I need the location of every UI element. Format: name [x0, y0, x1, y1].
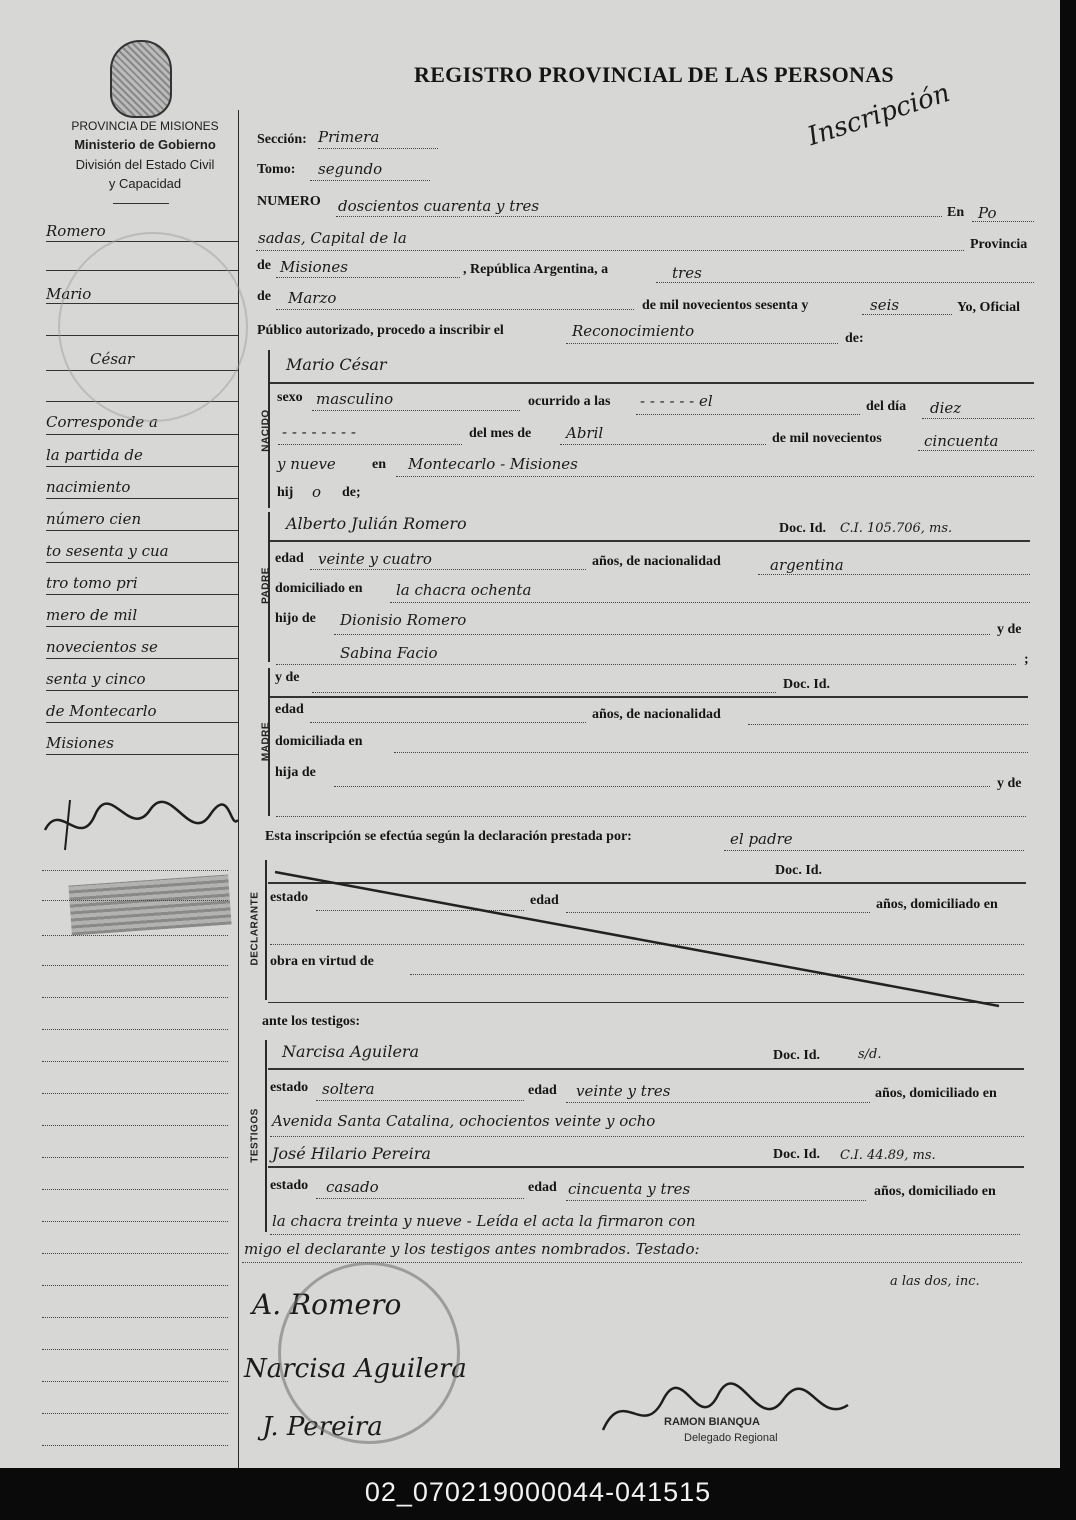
padre-section-label: PADRE [260, 567, 272, 604]
margin-line: César [90, 350, 135, 368]
margin-line: Romero [46, 222, 106, 240]
decl-cross-line [265, 868, 1025, 1008]
declarante-value: el padre [730, 830, 793, 848]
margin-line: la partida de [46, 446, 143, 464]
padre-nac-value: argentina [770, 556, 844, 574]
t1-nombre-value: Narcisa Aguilera [282, 1042, 420, 1061]
nacido-section-label: NACIDO [260, 409, 272, 452]
declarante-section-label: DECLARANTE [249, 891, 261, 966]
signature-aguilera: Narcisa Aguilera [244, 1354, 467, 1384]
lugar-nac-value: Montecarlo - Misiones [408, 455, 578, 473]
publico-label: Público autorizado, procedo a inscribir el [257, 323, 504, 338]
t1-anos-label: años, domiciliado en [875, 1086, 997, 1101]
cierre-text: migo el declarante y los testigos antes nombrados. Testado: [244, 1240, 700, 1258]
header-province: PROVINCIA DE MISIONES [71, 119, 219, 133]
de2-label: de [257, 289, 271, 304]
madre-doc-label: Doc. Id. [783, 677, 831, 692]
padre-hijo-de-value: Dionisio Romero [340, 611, 467, 629]
t1-doc-label: Doc. Id. [773, 1048, 821, 1063]
t2-anos-label: años, domiciliado en [874, 1184, 996, 1199]
sexo-value: masculino [316, 390, 394, 408]
t1-edad-value: veinte y tres [576, 1082, 671, 1100]
hora-value: - - - - - - el [640, 392, 713, 410]
padre-nombre-value: Alberto Julián Romero [286, 514, 467, 533]
madre-y-de-label: y de [275, 670, 300, 685]
de-mil-label: de mil novecientos [772, 431, 882, 446]
lugar-value: sadas, Capital de la [258, 229, 407, 247]
t1-dom-value: Avenida Santa Catalina, ochocientos veinte y ocho [272, 1112, 656, 1130]
numero-value: doscientos cuarenta y tres [338, 197, 540, 215]
official-stamp-sub: Delegado Regional [684, 1432, 778, 1444]
decl-anos-label: años, domiciliado en [876, 897, 998, 912]
t2-estado-label: estado [270, 1178, 309, 1193]
top-signature: Inscripción [803, 77, 954, 153]
padre-doc-value: C.I. 105.706, ms. [840, 521, 953, 536]
t1-edad-label: edad [528, 1083, 557, 1098]
mes-value: Marzo [288, 289, 337, 307]
t2-edad-value: cincuenta y tres [568, 1180, 691, 1198]
margin-line: Misiones [46, 734, 114, 752]
signature-romero: A. Romero [252, 1288, 402, 1321]
padre-dom-label: domiciliado en [275, 581, 363, 596]
madre-hija-de-label: hija de [275, 765, 316, 780]
anio-nac-value: cincuenta [924, 432, 999, 450]
t1-estado-label: estado [270, 1080, 309, 1095]
t1-estado-value: soltera [322, 1080, 375, 1098]
margin-line: número cien [46, 510, 142, 528]
official-round-stamp-icon [278, 1262, 460, 1444]
de-prov-value: Misiones [280, 258, 348, 276]
de-label: de [257, 258, 271, 273]
mes-nac-value: Abril [566, 424, 604, 442]
ocurrido-label: ocurrido a las [528, 394, 611, 409]
padre-y-de-label: y de [997, 622, 1022, 637]
nombre-value: Mario César [286, 355, 387, 374]
margin-line: nacimiento [46, 478, 131, 496]
del-dia-label: del día [866, 399, 907, 414]
numero-label: NUMERO [257, 194, 321, 209]
padre-semicolon: ; [1024, 652, 1029, 667]
sexo-label: sexo [277, 390, 303, 405]
en-lugar-label: en [372, 457, 386, 472]
dia2-value: - - - - - - - - [282, 423, 356, 441]
de-colon-label: de: [845, 331, 864, 346]
declaracion-label: Esta inscripción se efectúa según la declaración prestada por: [265, 829, 632, 844]
padre-dom-value: la chacra ochenta [396, 581, 532, 599]
margin-stamp-icon [68, 874, 231, 935]
official-stamp-name: RAMON BIANQUA [664, 1416, 760, 1428]
anio-value: seis [870, 296, 900, 314]
en-value: Po [978, 204, 997, 222]
seccion-value: Primera [318, 128, 380, 146]
margin-round-stamp-icon [58, 232, 248, 422]
yo-oficial-label: Yo, Oficial [957, 300, 1020, 315]
madre-edad-label: edad [275, 702, 304, 717]
t2-estado-value: casado [326, 1178, 379, 1196]
signature-pereira: J. Pereira [262, 1412, 383, 1442]
padre-edad-value: veinte y cuatro [318, 550, 432, 568]
margin-line: senta y cinco [46, 670, 146, 688]
padre-hijo-de-label: hijo de [275, 611, 316, 626]
anio-nac2-value: y nueve [277, 455, 336, 473]
margin-line: mero de mil [46, 606, 138, 624]
page-title: REGISTRO PROVINCIAL DE LAS PERSONAS [414, 62, 894, 87]
madre-y-de2-label: y de [997, 776, 1022, 791]
madre-section-label: MADRE [260, 721, 272, 762]
hijo-de-label: de; [342, 485, 361, 500]
mil-nov-label: de mil novecientos sesenta y [642, 298, 809, 313]
decl-obra-label: obra en virtud de [270, 954, 374, 969]
hijo-label: hij [277, 485, 294, 500]
madre-nac-label: años, de nacionalidad [592, 707, 721, 722]
t1-doc-value: s/d. [858, 1047, 882, 1062]
decl-edad-label: edad [530, 893, 559, 908]
margin-line: novecientos se [46, 638, 158, 656]
hijo-value: o [312, 483, 322, 501]
ante-testigos-label: ante los testigos: [262, 1014, 360, 1029]
decl-estado-label: estado [270, 890, 309, 905]
t2-dom-value: la chacra treinta y nueve - Leída el acta la firmaron con [272, 1212, 696, 1230]
cierre2-text: a las dos, inc. [890, 1274, 980, 1289]
header-ministry: Ministerio de Gobierno [74, 137, 216, 152]
t2-doc-value: C.I. 44.89, ms. [840, 1148, 936, 1163]
en-label: En [947, 205, 965, 220]
margin-line: de Montecarlo [46, 702, 157, 720]
acto-value: Reconocimiento [572, 322, 695, 340]
dia-a-value: tres [672, 264, 702, 282]
tomo-label: Tomo: [257, 162, 296, 177]
margin-line: to sesenta y cua [46, 542, 169, 560]
coat-of-arms-icon [110, 40, 172, 118]
seccion-label: Sección: [257, 132, 307, 147]
del-mes-label: del mes de [469, 426, 532, 441]
t2-nombre-value: José Hilario Pereira [272, 1144, 431, 1163]
t2-doc-label: Doc. Id. [773, 1147, 821, 1162]
padre-doc-label: Doc. Id. [779, 521, 827, 536]
padre-madre-value: Sabina Facio [340, 644, 438, 662]
t2-edad-label: edad [528, 1180, 557, 1195]
madre-dom-label: domiciliada en [275, 734, 363, 749]
header-division: División del Estado Civil [75, 157, 215, 172]
header-division-2: y Capacidad [108, 176, 182, 191]
provincia-label: Provincia [970, 237, 1028, 252]
margin-line: Mario [46, 285, 92, 303]
margin-line: tro tomo pri [46, 574, 138, 592]
margin-line: Corresponde a [46, 413, 158, 431]
tomo-value: segundo [318, 160, 383, 178]
margin-signature [40, 790, 240, 860]
republica-label: , República Argentina, a [463, 262, 609, 277]
testigos-section-label: TESTIGOS [249, 1108, 261, 1163]
padre-edad-label: edad [275, 551, 304, 566]
document-id-footer: 02_070219000044-041515 [0, 1468, 1076, 1520]
decl-doc-label: Doc. Id. [775, 863, 823, 878]
dia-value: diez [930, 399, 962, 417]
padre-nac-label: años, de nacionalidad [592, 554, 721, 569]
